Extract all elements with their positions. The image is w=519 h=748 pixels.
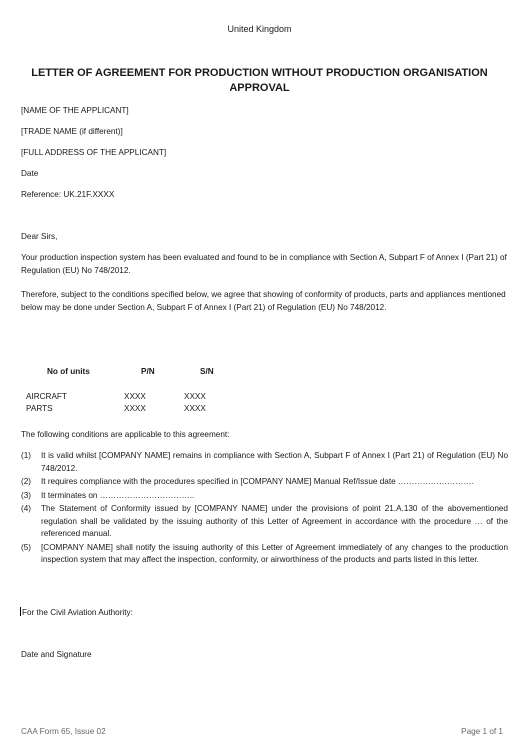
salutation: Dear Sirs, (21, 232, 58, 241)
condition-text: It requires compliance with the procedures specified in [COMPANY NAME] Manual Ref/Issue date ………………………. (41, 477, 474, 486)
condition-text: [COMPANY NAME] shall notify the issuing authority of this Letter of Agreement immediately of any changes to the production inspection system that may affect the inspection, conformity, or airworthiness of the products and parts listed in this letter. (41, 542, 508, 564)
date-field: Date (21, 169, 39, 178)
condition-number: (2) (21, 477, 32, 486)
signature-line: Date and Signature (21, 650, 92, 659)
list-item (21, 476, 508, 489)
trade-name-field: [TRADE NAME (if different)] (21, 127, 123, 136)
table-cell-sn: XXXX (184, 392, 206, 401)
document-title: LETTER OF AGREEMENT FOR PRODUCTION WITHOUT PRODUCTION ORGANISATION APPROVAL (31, 67, 488, 94)
list-item (21, 490, 508, 503)
country-header: United Kingdom (227, 24, 292, 34)
conditions-list (21, 450, 508, 568)
paragraph-compliance: Your production inspection system has been evaluated and found to be in compliance with Section A, Subpart F of Annex I (Part 21) of Regulation (EU) No 748/2012. (21, 253, 507, 275)
table-header-pn: P/N (141, 367, 155, 376)
list-item (21, 542, 508, 567)
table-header-units: No of units (47, 367, 90, 376)
condition-number: (4) (21, 504, 32, 513)
address-field: [FULL ADDRESS OF THE APPLICANT] (21, 148, 167, 157)
condition-number: (5) (21, 542, 32, 552)
condition-number: (1) (21, 451, 32, 460)
authority-line (20, 607, 133, 617)
condition-number: (3) (21, 490, 32, 500)
condition-text: The Statement of Conformity issued by [COMPANY NAME] under the provisions of point 21.A.130 of the abovementioned regulation shall be validated by the issuing authority of this Letter of Agreement in accordance with the procedure … of the referenced manual. (41, 504, 508, 538)
form-reference: CAA Form 65, Issue 02 (21, 727, 106, 736)
paragraph-conformity: Therefore, subject to the conditions specified below, we agree that showing of conformity of products, parts and appliances mentioned below may be done under Section A, Subpart F of Annex I (Part 21) of Regulation (EU) No 748/2012. (21, 290, 506, 312)
applicant-name-field: [NAME OF THE APPLICANT] (21, 106, 129, 115)
condition-text: It terminates on …………………………….. (41, 490, 195, 500)
list-item (21, 450, 508, 475)
table-row-label: AIRCRAFT (26, 392, 67, 401)
text-cursor (20, 607, 21, 616)
table-cell-pn: XXXX (124, 392, 146, 401)
conditions-intro: The following conditions are applicable to this agreement: (21, 430, 230, 439)
table-cell-sn: XXXX (184, 404, 206, 413)
table-header-sn: S/N (200, 367, 214, 376)
table-cell-pn: XXXX (124, 404, 146, 413)
reference-field: Reference: UK.21F.XXXX (21, 190, 115, 199)
authority-text: For the Civil Aviation Authority: (22, 608, 133, 617)
page-number: Page 1 of 1 (461, 727, 503, 736)
list-item (21, 503, 508, 541)
condition-text: It is valid whilst [COMPANY NAME] remains in compliance with Section A, Subpart F of Annex I (Part 21) of Regulation (EU) No 748/2012. (41, 451, 508, 473)
table-row-label: PARTS (26, 404, 53, 413)
